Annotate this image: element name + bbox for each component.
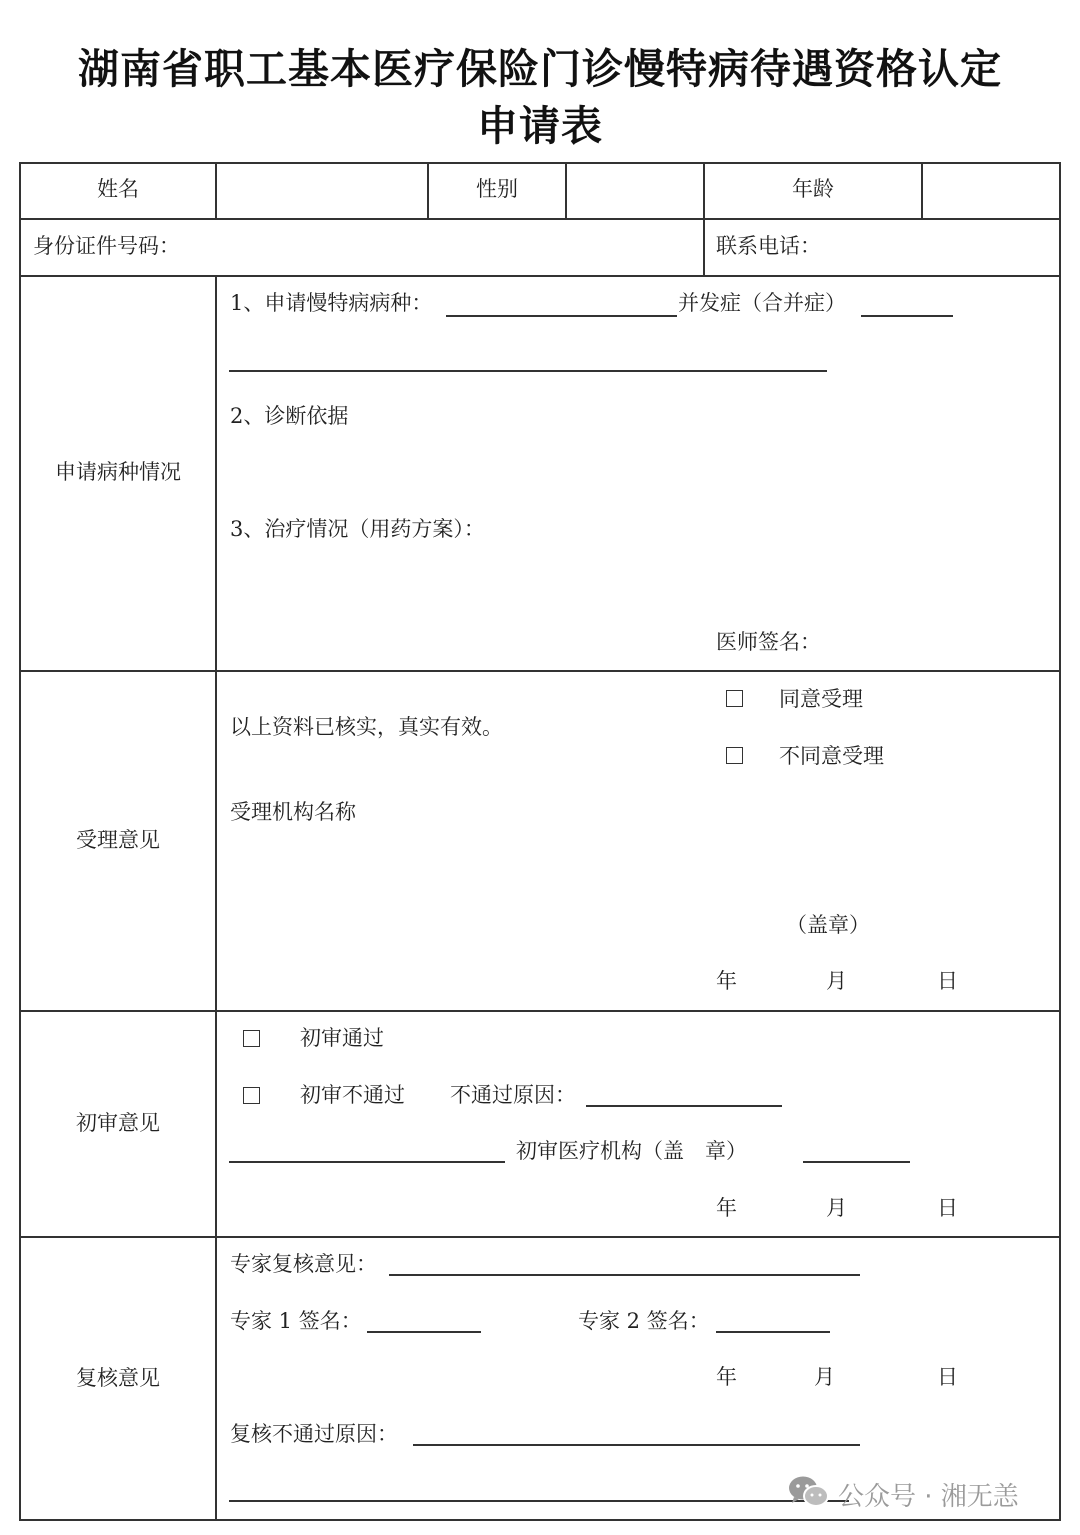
treatment-label: 3、治疗情况（用药方案）： [230, 517, 485, 541]
form-subtitle: 申请表 [477, 102, 603, 150]
column-divider [215, 275, 217, 1521]
watermark-text: 公众号 · 湘无恙 [838, 1482, 1019, 1512]
column-divider [215, 162, 217, 220]
initial-org-seal-label: 初审医疗机构（盖 章） [516, 1139, 747, 1163]
expert1-signature-underline [367, 1331, 481, 1333]
row-divider [19, 1010, 1061, 1012]
initial-fail-checkbox[interactable] [243, 1087, 260, 1104]
complication-underline [861, 315, 953, 317]
row-divider [19, 1236, 1061, 1238]
name-label: 姓名 [97, 177, 139, 201]
acceptance-org-label: 受理机构名称 [230, 800, 356, 824]
id-number-label: 身份证件号码： [33, 234, 180, 258]
expert-opinion-label: 专家复核意见： [230, 1252, 377, 1276]
agree-checkbox[interactable] [726, 690, 743, 707]
table-border-right [1059, 162, 1061, 1521]
diagnosis-basis-label: 2、诊断依据 [230, 404, 349, 428]
row-divider [19, 218, 1061, 220]
disagree-checkbox[interactable] [726, 747, 743, 764]
acceptance-day: 日 [937, 969, 958, 993]
acceptance-month: 月 [826, 969, 847, 993]
complication-label: 并发症（合并症） [678, 291, 846, 315]
column-divider [921, 162, 923, 220]
verified-statement: 以上资料已核实，真实有效。 [230, 715, 503, 739]
acceptance-year: 年 [716, 969, 737, 993]
review-year: 年 [716, 1365, 737, 1389]
gender-label: 性别 [476, 177, 518, 201]
review-fail-reason-underline-2 [229, 1500, 849, 1502]
column-divider [565, 162, 567, 220]
initial-fail-reason-label: 不通过原因： [450, 1083, 576, 1107]
row-divider [19, 275, 1061, 277]
initial-pass-label: 初审通过 [300, 1026, 384, 1050]
disease-type-label: 1、申请慢特病病种： [230, 291, 433, 315]
table-border-bottom [19, 1519, 1061, 1521]
disagree-label: 不同意受理 [779, 744, 884, 768]
review-fail-reason-underline [413, 1444, 860, 1446]
acceptance-section-label: 受理意见 [76, 828, 160, 852]
initial-org-underline-left [229, 1161, 505, 1163]
review-day: 日 [937, 1365, 958, 1389]
final-review-section-label: 复核意见 [76, 1366, 160, 1390]
review-fail-reason-label: 复核不通过原因： [230, 1422, 398, 1446]
initial-review-section-label: 初审意见 [76, 1111, 160, 1135]
expert2-signature-label: 专家 2 签名： [578, 1309, 710, 1333]
complication-underline-2 [229, 370, 827, 372]
seal-label: （盖章） [786, 913, 870, 937]
application-section-label: 申请病种情况 [55, 460, 181, 484]
expert1-signature-label: 专家 1 签名： [230, 1309, 362, 1333]
form-title: 湖南省职工基本医疗保险门诊慢特病待遇资格认定 [78, 45, 1002, 93]
age-field[interactable] [924, 165, 1058, 217]
name-field[interactable] [218, 165, 426, 217]
expert2-signature-underline [716, 1331, 830, 1333]
initial-pass-checkbox[interactable] [243, 1030, 260, 1047]
table-border-top [19, 162, 1061, 164]
initial-year: 年 [716, 1196, 737, 1220]
disease-type-underline [446, 315, 677, 317]
wechat-icon [787, 1475, 831, 1509]
gender-field[interactable] [568, 165, 702, 217]
phone-label: 联系电话： [716, 234, 821, 258]
initial-fail-label: 初审不通过 [300, 1083, 405, 1107]
agree-label: 同意受理 [779, 687, 863, 711]
age-label: 年龄 [792, 177, 834, 201]
initial-org-underline-right [803, 1161, 910, 1163]
initial-month: 月 [826, 1196, 847, 1220]
initial-day: 日 [937, 1196, 958, 1220]
initial-fail-reason-underline [586, 1105, 782, 1107]
row-divider [19, 670, 1061, 672]
expert-opinion-underline [389, 1274, 860, 1276]
review-month: 月 [814, 1365, 835, 1389]
doctor-signature-label: 医师签名： [716, 630, 821, 654]
